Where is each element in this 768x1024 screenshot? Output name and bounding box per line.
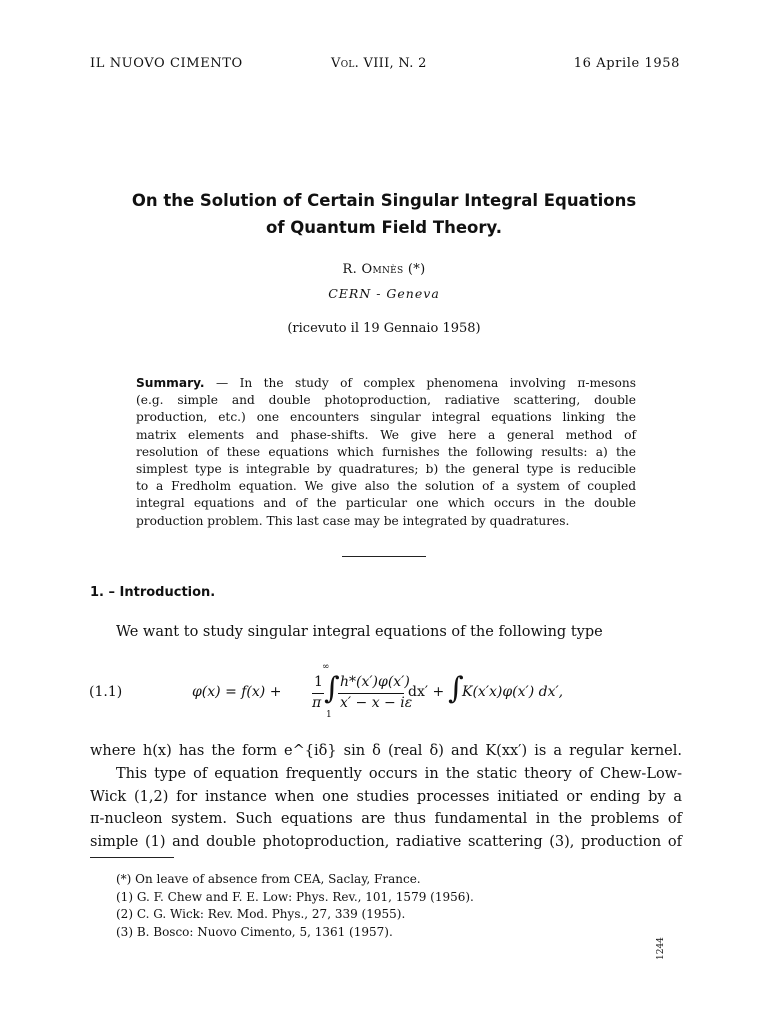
summary-heading: Summary. bbox=[136, 376, 205, 390]
equation-lhs: φ(x) = f(x) + bbox=[192, 684, 282, 700]
section-heading: 1. – Introduction. bbox=[90, 585, 216, 600]
kernel-term: K(x′x)φ(x′) dx′, bbox=[462, 684, 564, 700]
integrand-bar bbox=[338, 693, 404, 694]
volume-number: Vol. VIII, N. 2 bbox=[331, 56, 427, 71]
summary-divider bbox=[342, 556, 426, 557]
integral-sign: ∫ bbox=[324, 671, 340, 706]
summary-line: production problem. This last case may be integrated by quadratures. bbox=[136, 513, 570, 528]
summary-line: to a Fredholm equation. We give also the solution of a system of coupled bbox=[136, 479, 636, 494]
intro-sentence: We want to study singular integral equations of the following type bbox=[116, 624, 603, 640]
summary-line: simplest type is integrable by quadratures; b) the general type is reducible bbox=[136, 461, 636, 476]
journal-name: IL NUOVO CIMENTO bbox=[90, 56, 243, 71]
summary-line: production, etc.) one encounters singular integral equations linking the bbox=[136, 410, 636, 425]
received-date: (ricevuto il 19 Gennaio 1958) bbox=[287, 321, 481, 336]
differential: dx′ + bbox=[408, 684, 445, 700]
body-line: This type of equation frequently occurs in the static theory of Chew-Low- bbox=[116, 765, 682, 782]
body-line: simple (1) and double photoproduction, radiative scattering (3), production of bbox=[90, 834, 682, 851]
page-code: 1244 bbox=[656, 937, 666, 960]
summary-line: matrix elements and phase-shifts. We give here a general method of bbox=[136, 427, 636, 442]
integrand-denominator: x′ − x − iε bbox=[340, 695, 413, 711]
footnotes bbox=[116, 871, 474, 941]
summary-line: resolution of these equations which furnishes the following results: a) the bbox=[136, 444, 636, 459]
footnote: (*) On leave of absence from CEA, Saclay, France. bbox=[116, 872, 421, 886]
body-line: Wick (1,2) for instance when one studies processes initiated or ending by a bbox=[90, 788, 682, 805]
author: R. Omnès (*) bbox=[342, 262, 426, 277]
fraction-bar bbox=[312, 693, 324, 694]
body-line: π-nucleon system. Such equations are thus fundamental in the problems of bbox=[90, 811, 682, 828]
running-head bbox=[90, 56, 680, 74]
equation-1-1 bbox=[192, 660, 592, 730]
footnote: (2) C. G. Wick: Rev. Mod. Phys., 27, 339 (1955). bbox=[116, 907, 406, 921]
integral-sign: ∫ bbox=[448, 671, 464, 706]
footnote: (3) B. Bosco: Nuovo Cimento, 5, 1361 (1957). bbox=[116, 924, 393, 939]
equation-number: (1.1) bbox=[89, 684, 123, 700]
paper-title-line-2: of Quantum Field Theory. bbox=[266, 218, 502, 237]
affiliation: CERN - Geneva bbox=[328, 286, 440, 301]
body-paragraph bbox=[90, 740, 682, 854]
summary-line: Summary. — In the study of complex phenomena involving π-mesons bbox=[136, 376, 636, 390]
footnote-rule bbox=[90, 857, 174, 858]
integrand-numerator: h*(x′)φ(x′) bbox=[340, 674, 410, 690]
equation-frac-denominator: π bbox=[312, 695, 322, 711]
integral-upper-limit: ∞ bbox=[322, 662, 330, 672]
summary-line: (e.g. simple and double photoproduction, radiative scattering, double bbox=[136, 393, 636, 408]
issue-date: 16 Aprile 1958 bbox=[573, 56, 680, 71]
body-line: where h(x) has the form e^{iδ} sin δ (real δ) and K(xx′) is a regular kernel. bbox=[90, 743, 682, 759]
summary-line: integral equations and of the particular one which occurs in the double bbox=[136, 496, 636, 511]
summary-abstract bbox=[136, 375, 636, 530]
equation-frac-numerator: 1 bbox=[314, 674, 323, 690]
integral-lower-limit: 1 bbox=[326, 710, 332, 720]
footnote: (1) G. F. Chew and F. E. Low: Phys. Rev., 101, 1579 (1956). bbox=[116, 889, 474, 904]
paper-title-line-1: On the Solution of Certain Singular Integral Equations bbox=[131, 191, 637, 210]
